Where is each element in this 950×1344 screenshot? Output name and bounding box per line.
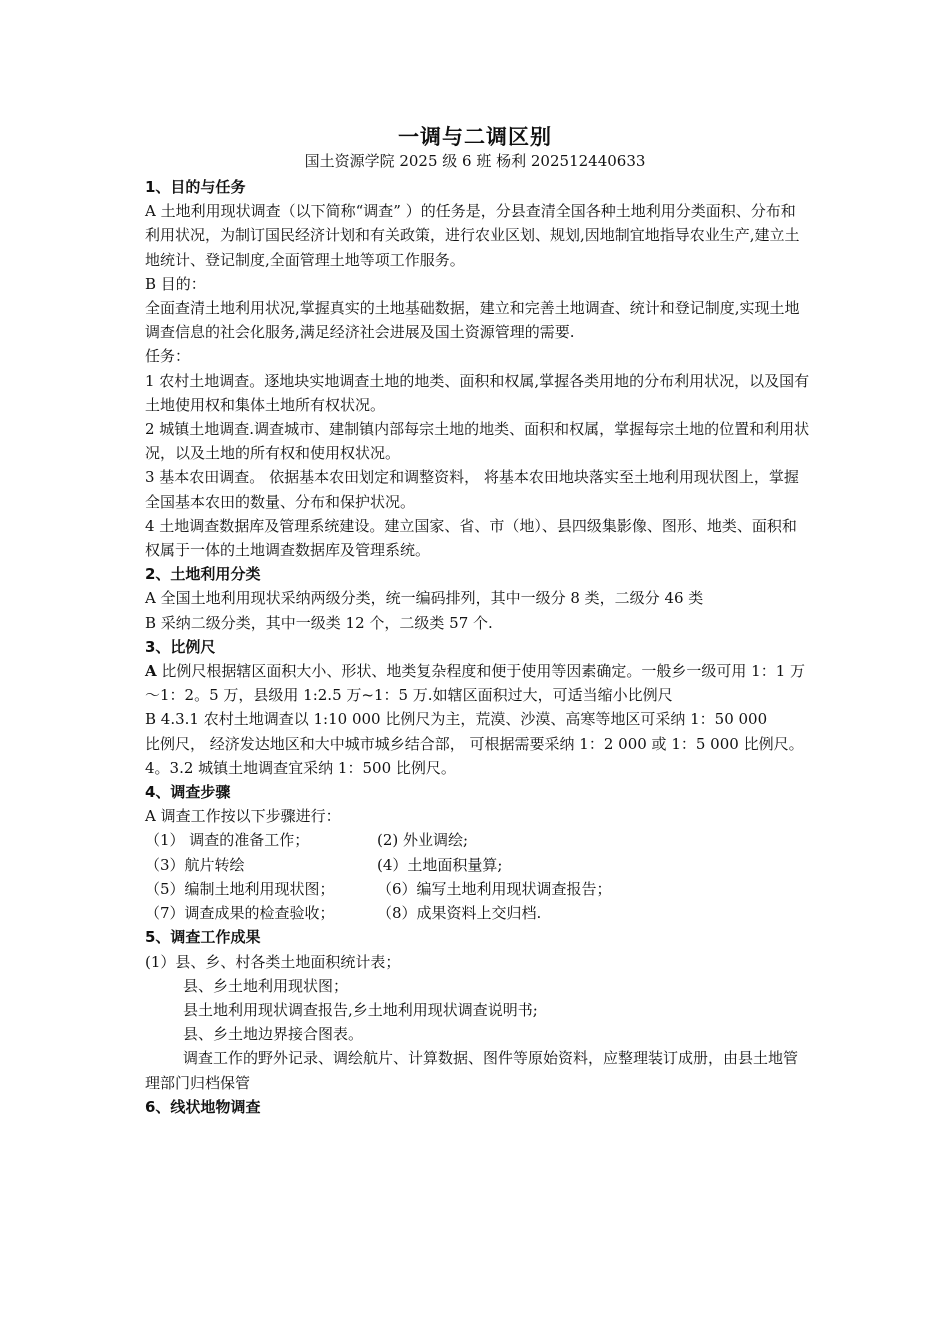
paragraph-3a-text: 比例尺根据辖区面积大小、形状、地类复杂程度和便于使用等因素确定。一般乡一级可用 1：1 万～1：2。5 万，县级用 1:2.5 万~1：5 万.如辖区面积过大，可适当缩小比例尺 [145, 662, 806, 705]
step-row [145, 877, 810, 901]
result-line-2: 县、乡土地利用现状图； [183, 976, 349, 995]
paragraph-2b: B 采纳二级分类，其中一级类 12 个，二级类 57 个. [145, 613, 493, 632]
page-title: 一调与二调区别 [398, 124, 552, 149]
step-row [145, 828, 810, 852]
paragraph-1a: A 土地利用现状调查（以下简称“调查” ）的任务是，分县查清全国各种土地利用分类面积、分布和利用状况，为制订国民经济计划和有关政策，进行农业区划、规划,因地制宜地指导农业生产,建立土地统计、登记制度,全面管理土地等项工作服务。 [145, 202, 800, 269]
section-heading-2: 2、土地利用分类 [145, 565, 261, 584]
step-row [145, 901, 810, 925]
author-line: 国土资源学院 2025 级 6 班 杨利 202512440633 [304, 152, 646, 170]
task-label: 任务： [145, 347, 191, 366]
result-line-3: 县土地利用现状调查报告,乡土地利用现状调查说明书; [183, 1000, 538, 1019]
result-line-1: (1）县、乡、村各类土地面积统计表； [145, 952, 401, 971]
task-3: 3 基本农田调查。 依据基本农田划定和调整资料， 将基本农田地块落实至土地利用现状图上，掌握全国基本农田的数量、分布和保护状况。 [145, 468, 799, 511]
task-2: 2 城镇土地调查.调查城市、建制镇内部每宗土地的地类、面积和权属，掌握每宗土地的位置和利用状况，以及土地的所有权和使用权状况。 [145, 420, 810, 463]
paragraph-3c: 4。3.2 城镇土地调查宜采纳 1：500 比例尺。 [145, 758, 456, 777]
result-line-4: 县、乡土地边界接合图表。 [183, 1025, 364, 1044]
paragraph-3b1: B 4.3.1 农村土地调查以 1:10 000 比例尺为主，荒漠、沙漠、高寒等地区可采纳 1：50 000 [145, 710, 768, 729]
section-heading-1: 1、目的与任务 [145, 178, 246, 196]
paragraph-3a-label: A [145, 662, 157, 681]
step-item: (4）土地面积量算; [377, 855, 503, 874]
paragraph-1b: 全面查清土地利用状况,掌握真实的土地基础数据，建立和完善土地调查、统计和登记制度,实现土地调查信息的社会化服务,满足经济社会进展及国土资源管理的需要. [145, 299, 800, 342]
step-row [145, 853, 810, 877]
step-item: （7）调查成果的检查验收； [145, 904, 335, 923]
step-item: （5）编制土地利用现状图； [145, 879, 335, 898]
step-item: （8）成果资料上交归档. [377, 904, 542, 923]
paragraph-2a: A 全国土地利用现状采纳两级分类，统一编码排列，其中一级分 8 类，二级分 46 类 [145, 589, 704, 608]
paragraph-3b2: 比例尺， 经济发达地区和大中城市城乡结合部， 可根据需要采纳 1：2 000 或 1：5 000 比例尺。 [145, 734, 804, 753]
step-item: （6）编写土地利用现状调查报告； [377, 879, 612, 898]
section-heading-4: 4、调查步骤 [145, 783, 231, 802]
paragraph-1b-label: B 目的： [145, 274, 206, 293]
paragraph-4a: A 调查工作按以下步骤进行： [145, 807, 341, 826]
task-4: 4 土地调查数据库及管理系统建设。建立国家、省、市（地）、县四级集影像、图形、地类、面积和权属于一体的土地调查数据库及管理系统。 [145, 516, 797, 560]
step-item: （1） 调查的准备工作； [145, 831, 310, 850]
section-heading-6: 6、线状地物调查 [145, 1097, 261, 1116]
document-body [145, 175, 810, 1119]
section-heading-3: 3、比例尺 [145, 637, 216, 656]
result-line-5: 调查工作的野外记录、调绘航片、计算数据、图件等原始资料，应整理装订成册，由县土地管理部门归档保管 [145, 1049, 799, 1092]
section-heading-5: 5、调查工作成果 [145, 928, 261, 947]
step-item: （3）航片转绘 [145, 855, 245, 874]
paragraph-3a [145, 659, 810, 707]
task-1: 1 农村土地调查。逐地块实地调查土地的地类、面积和权属,掌握各类用地的分布利用状况，以及国有土地使用权和集体土地所有权状况。 [145, 371, 810, 414]
step-item: (2) 外业调绘; [377, 831, 469, 850]
